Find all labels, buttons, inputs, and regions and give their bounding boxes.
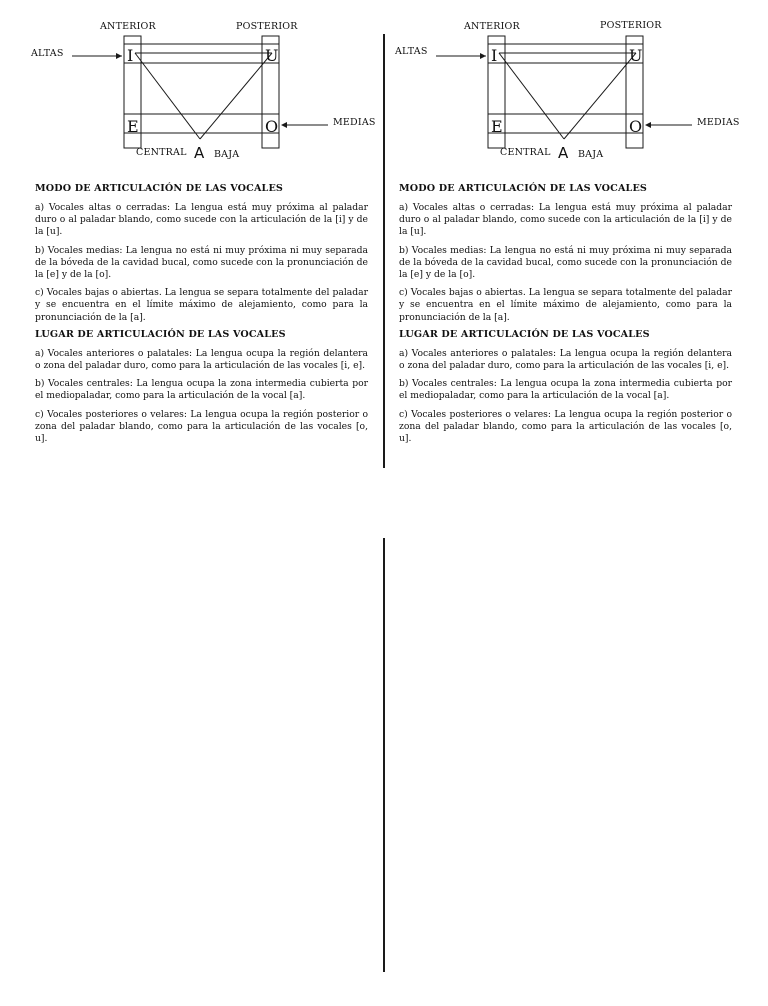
posterior-label: POSTERIOR xyxy=(600,20,662,31)
anterior-label: ANTERIOR xyxy=(100,21,156,32)
vowel-a: A xyxy=(558,144,569,162)
paragraph-modo-a: a) Vocales altas o cerradas: La lengua está muy próxima al paladar duro o al paladar blando, como sucede con la articulación de la [i] y de la [u]. xyxy=(399,202,732,238)
article-text xyxy=(399,183,732,451)
paragraph-lugar-c: c) Vocales posteriores o velares: La lengua ocupa la región posterior o zona del paladar blando, como para la articulación de las vocales [o, u]. xyxy=(399,408,732,445)
paragraph-lugar-a: a) Vocales anteriores o palatales: La lengua ocupa la región delantera o zona del paladar duro, como para la articulación de las vocales [i, e]. xyxy=(399,347,732,372)
paragraph-lugar-a: a) Vocales anteriores o palatales: La lengua ocupa la región delantera o zona del paladar duro, como para la articulación de las vocales [i, e]. xyxy=(35,347,368,372)
heading-lugar: LUGAR DE ARTICULACIÓN DE LAS VOCALES xyxy=(35,328,286,340)
paragraph-modo-c: c) Vocales bajas o abiertas. La lengua se separa totalmente del paladar y se encuentra en el límite máximo de alejamiento, como para la pronunciación de la [a]. xyxy=(399,287,732,323)
paragraph-modo-c: c) Vocales bajas o abiertas. La lengua se separa totalmente del paladar y se encuentra en el límite máximo de alejamiento, como para la pronunciación de la [a]. xyxy=(35,287,368,323)
central-label: CENTRAL xyxy=(136,147,187,158)
vowel-e: E xyxy=(127,117,139,136)
column-divider-bottom xyxy=(383,538,385,972)
paragraph-lugar-c: c) Vocales posteriores o velares: La lengua ocupa la región posterior o zona del paladar blando, como para la articulación de las vocales [o, u]. xyxy=(35,408,368,445)
vowel-o: O xyxy=(629,117,643,136)
altas-label: ALTAS xyxy=(395,46,428,57)
baja-label: BAJA xyxy=(578,149,604,160)
posterior-label: POSTERIOR xyxy=(236,21,298,32)
central-label: CENTRAL xyxy=(500,147,551,158)
vowel-e: E xyxy=(491,117,503,136)
vowel-i: I xyxy=(491,46,498,65)
heading-modo: MODO DE ARTICULACIÓN DE LAS VOCALES xyxy=(399,183,647,194)
vowel-u: U xyxy=(265,46,279,65)
heading-modo: MODO DE ARTICULACIÓN DE LAS VOCALES xyxy=(35,183,283,194)
altas-label: ALTAS xyxy=(31,48,64,59)
vowel-u: U xyxy=(629,46,643,65)
anterior-label: ANTERIOR xyxy=(464,21,520,32)
vowel-diagram xyxy=(0,0,376,175)
paragraph-modo-b: b) Vocales medias: La lengua no está ni muy próxima ni muy separada de la bóveda de la cavidad bucal, como sucede con la pronunciación de la [e] y de la [o]. xyxy=(35,244,368,281)
paragraph-modo-a: a) Vocales altas o cerradas: La lengua está muy próxima al paladar duro o al paladar blando, como sucede con la articulación de la [i] y de la [u]. xyxy=(35,202,368,238)
article-text xyxy=(35,183,368,451)
vowel-diagram xyxy=(364,0,740,175)
paragraph-lugar-b: b) Vocales centrales: La lengua ocupa la zona intermedia cubierta por el mediopaladar, como para la articulación de la vocal [a]. xyxy=(399,378,732,402)
baja-label: BAJA xyxy=(214,149,240,160)
medias-label: MEDIAS xyxy=(697,117,740,128)
vowel-a: A xyxy=(194,144,205,162)
vowel-o: O xyxy=(265,117,279,136)
heading-lugar: LUGAR DE ARTICULACIÓN DE LAS VOCALES xyxy=(399,328,650,340)
vowel-i: I xyxy=(127,46,134,65)
paragraph-modo-b: b) Vocales medias: La lengua no está ni muy próxima ni muy separada de la bóveda de la cavidad bucal, como sucede con la pronunciación de la [e] y de la [o]. xyxy=(399,244,732,281)
paragraph-lugar-b: b) Vocales centrales: La lengua ocupa la zona intermedia cubierta por el mediopaladar, como para la articulación de la vocal [a]. xyxy=(35,378,368,402)
medias-label: MEDIAS xyxy=(333,117,376,128)
